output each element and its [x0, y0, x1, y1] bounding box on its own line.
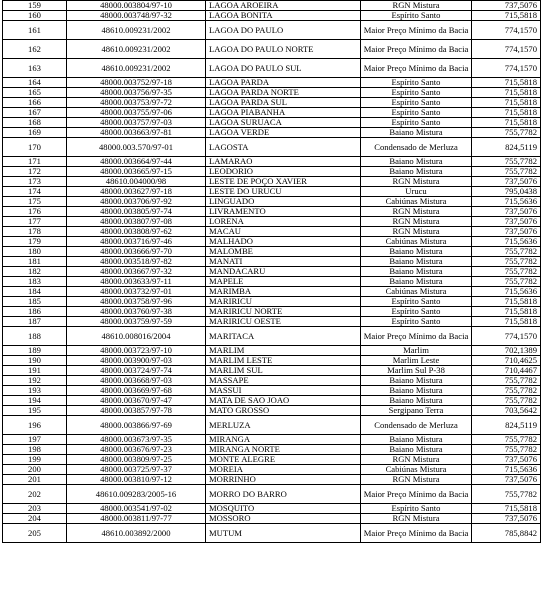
- row-number: 175: [3, 197, 67, 207]
- field-name: MARIRICU: [206, 297, 361, 307]
- reference-oil: Espírito Santo: [361, 11, 472, 21]
- process-number: 48000.003748/97-32: [67, 11, 206, 21]
- reference-oil: Espírito Santo: [361, 307, 472, 317]
- reference-oil: Cabiúnas Mistura: [361, 465, 472, 475]
- table-row: [3, 435, 541, 445]
- table-row: [3, 118, 541, 128]
- field-name: MOSSORO: [206, 514, 361, 524]
- table-body: [3, 1, 541, 543]
- field-name: LINGUADO: [206, 197, 361, 207]
- field-name: LAGOA PARDA NORTE: [206, 88, 361, 98]
- reference-oil: Espírito Santo: [361, 504, 472, 514]
- process-number: 48000.003670/97-47: [67, 396, 206, 406]
- reference-oil: Baiano Mistura: [361, 435, 472, 445]
- min-price: 755,7782: [472, 435, 541, 445]
- row-number: 194: [3, 396, 67, 406]
- table-row: [3, 524, 541, 543]
- min-price: 774,1570: [472, 327, 541, 346]
- process-number: 48000.003759/97-59: [67, 317, 206, 327]
- reference-oil: Marlim Leste: [361, 356, 472, 366]
- reference-oil: Baiano Mistura: [361, 247, 472, 257]
- row-number: 162: [3, 40, 67, 59]
- row-number: 177: [3, 217, 67, 227]
- row-number: 179: [3, 237, 67, 247]
- reference-oil: RGN Mistura: [361, 514, 472, 524]
- table-row: [3, 307, 541, 317]
- field-name: LAGOA DO PAULO NORTE: [206, 40, 361, 59]
- field-name: MIRANGA NORTE: [206, 445, 361, 455]
- reference-oil: Maior Preço Mínimo da Bacia: [361, 485, 472, 504]
- reference-oil: Condensado de Merluza: [361, 138, 472, 157]
- min-price: 710,4467: [472, 366, 541, 376]
- process-number: 48000.003804/97-10: [67, 1, 206, 11]
- process-number: 48000.003857/97-78: [67, 406, 206, 416]
- min-price: 715,5818: [472, 88, 541, 98]
- table-row: [3, 247, 541, 257]
- row-number: 186: [3, 307, 67, 317]
- table-row: [3, 227, 541, 237]
- min-price: 715,5818: [472, 78, 541, 88]
- min-price: 715,5818: [472, 297, 541, 307]
- process-number: 48000.003673/97-35: [67, 435, 206, 445]
- field-name: MACAU: [206, 227, 361, 237]
- process-number: 48000.003808/97-62: [67, 227, 206, 237]
- row-number: 164: [3, 78, 67, 88]
- process-number: 48000.003706/97-92: [67, 197, 206, 207]
- process-number: 48000.003753/97-72: [67, 98, 206, 108]
- process-number: 48000.003805/97-74: [67, 207, 206, 217]
- field-name: MARLIM SUL: [206, 366, 361, 376]
- min-price: 737,5076: [472, 514, 541, 524]
- table-row: [3, 237, 541, 247]
- row-number: 182: [3, 267, 67, 277]
- min-price: 715,5818: [472, 118, 541, 128]
- field-name: LAGOA DO PAULO: [206, 21, 361, 40]
- min-price: 715,5636: [472, 287, 541, 297]
- min-price: 737,5076: [472, 455, 541, 465]
- process-number: 48610.009231/2002: [67, 40, 206, 59]
- row-number: 171: [3, 157, 67, 167]
- process-number: 48000.003758/97-96: [67, 297, 206, 307]
- min-price: 715,5636: [472, 197, 541, 207]
- reference-oil: Maior Preço Mínimo da Bacia: [361, 327, 472, 346]
- min-price: 737,5076: [472, 227, 541, 237]
- reference-oil: Baiano Mistura: [361, 267, 472, 277]
- table-row: [3, 475, 541, 485]
- row-number: 196: [3, 416, 67, 435]
- table-row: [3, 167, 541, 177]
- reference-oil: Baiano Mistura: [361, 386, 472, 396]
- reference-oil: RGN Mistura: [361, 207, 472, 217]
- row-number: 200: [3, 465, 67, 475]
- row-number: 183: [3, 277, 67, 287]
- table-row: [3, 128, 541, 138]
- process-number: 48000.003663/97-81: [67, 128, 206, 138]
- table-row: [3, 11, 541, 21]
- row-number: 192: [3, 376, 67, 386]
- min-price: 715,5818: [472, 108, 541, 118]
- reference-oil: Marlim Sul P-38: [361, 366, 472, 376]
- row-number: 184: [3, 287, 67, 297]
- field-name: MARITACA: [206, 327, 361, 346]
- row-number: 165: [3, 88, 67, 98]
- process-number: 48000.003669/97-68: [67, 386, 206, 396]
- table-row: [3, 396, 541, 406]
- field-name: MATA DE SAO JOAO: [206, 396, 361, 406]
- row-number: 185: [3, 297, 67, 307]
- process-number: 48000.003755/97-06: [67, 108, 206, 118]
- min-price: 755,7782: [472, 167, 541, 177]
- table-row: [3, 21, 541, 40]
- field-name: MARIMBA: [206, 287, 361, 297]
- min-price: 755,7782: [472, 128, 541, 138]
- table-row: [3, 59, 541, 78]
- reference-oil: Baiano Mistura: [361, 167, 472, 177]
- process-number: 48610.009283/2005-16: [67, 485, 206, 504]
- process-number: 48000.003760/97-38: [67, 307, 206, 317]
- reference-oil: Espírito Santo: [361, 88, 472, 98]
- table-row: [3, 108, 541, 118]
- table-row: [3, 138, 541, 157]
- field-name: MALHADO: [206, 237, 361, 247]
- process-number: 48000.003757/97-03: [67, 118, 206, 128]
- reference-oil: Urucu: [361, 187, 472, 197]
- table-row: [3, 504, 541, 514]
- field-name: MIRANGA: [206, 435, 361, 445]
- row-number: 178: [3, 227, 67, 237]
- field-name: LAMARAO: [206, 157, 361, 167]
- row-number: 172: [3, 167, 67, 177]
- field-name: LORENA: [206, 217, 361, 227]
- process-number: 48000.003667/97-32: [67, 267, 206, 277]
- field-name: LAGOA AROEIRA: [206, 1, 361, 11]
- table-row: [3, 514, 541, 524]
- table-row: [3, 366, 541, 376]
- table-row: [3, 217, 541, 227]
- min-price: 755,7782: [472, 267, 541, 277]
- row-number: 189: [3, 346, 67, 356]
- min-price: 755,7782: [472, 386, 541, 396]
- reference-oil: Maior Preço Mínimo da Bacia: [361, 21, 472, 40]
- field-name: MAPELE: [206, 277, 361, 287]
- row-number: 170: [3, 138, 67, 157]
- min-price: 715,5636: [472, 465, 541, 475]
- field-name: LAGOA PARDA SUL: [206, 98, 361, 108]
- process-number: 48000.003809/97-25: [67, 455, 206, 465]
- table-row: [3, 485, 541, 504]
- reference-oil: Condensado de Merluza: [361, 416, 472, 435]
- table-row: [3, 317, 541, 327]
- table-row: [3, 88, 541, 98]
- reference-oil: RGN Mistura: [361, 177, 472, 187]
- row-number: 180: [3, 247, 67, 257]
- table-row: [3, 356, 541, 366]
- row-number: 187: [3, 317, 67, 327]
- row-number: 163: [3, 59, 67, 78]
- table-row: [3, 207, 541, 217]
- process-number: 48000.003668/97-03: [67, 376, 206, 386]
- min-price: 755,7782: [472, 257, 541, 267]
- min-price: 755,7782: [472, 376, 541, 386]
- reference-oil: RGN Mistura: [361, 217, 472, 227]
- min-price: 702,1389: [472, 346, 541, 356]
- reference-oil: RGN Mistura: [361, 475, 472, 485]
- table-row: [3, 346, 541, 356]
- field-name: MARLIM LESTE: [206, 356, 361, 366]
- table-row: [3, 177, 541, 187]
- process-number: 48000.003716/97-46: [67, 237, 206, 247]
- process-number: 48000.003752/97-18: [67, 78, 206, 88]
- table-row: [3, 197, 541, 207]
- min-price: 774,1570: [472, 21, 541, 40]
- process-number: 48000.003664/97-44: [67, 157, 206, 167]
- reference-oil: RGN Mistura: [361, 227, 472, 237]
- reference-oil: Espírito Santo: [361, 108, 472, 118]
- reference-oil: Maior Preço Mínimo da Bacia: [361, 40, 472, 59]
- table-row: [3, 40, 541, 59]
- reference-oil: Sergipano Terra: [361, 406, 472, 416]
- reference-oil: Cabiúnas Mistura: [361, 287, 472, 297]
- min-price: 755,7782: [472, 445, 541, 455]
- field-name: MOSQUITO: [206, 504, 361, 514]
- process-number: 48000.003807/97-08: [67, 217, 206, 227]
- process-number: 48610.009231/2002: [67, 59, 206, 78]
- reference-oil: Baiano Mistura: [361, 376, 472, 386]
- process-number: 48000.003541/97-02: [67, 504, 206, 514]
- table-row: [3, 327, 541, 346]
- min-price: 703,5642: [472, 406, 541, 416]
- table-row: [3, 1, 541, 11]
- process-number: 48000.003627/97-18: [67, 187, 206, 197]
- min-price: 755,7782: [472, 247, 541, 257]
- process-number: 48000.003725/97-37: [67, 465, 206, 475]
- process-number: 48610.003892/2000: [67, 524, 206, 543]
- min-price: 785,8842: [472, 524, 541, 543]
- row-number: 201: [3, 475, 67, 485]
- field-name: LESTE DO URUCU: [206, 187, 361, 197]
- row-number: 176: [3, 207, 67, 217]
- min-price: 755,7782: [472, 485, 541, 504]
- table-row: [3, 465, 541, 475]
- min-price: 795,0438: [472, 187, 541, 197]
- min-price: 824,5119: [472, 138, 541, 157]
- table-row: [3, 277, 541, 287]
- process-number: 48000.003732/97-01: [67, 287, 206, 297]
- row-number: 173: [3, 177, 67, 187]
- table-row: [3, 187, 541, 197]
- row-number: 202: [3, 485, 67, 504]
- row-number: 188: [3, 327, 67, 346]
- min-price: 824,5119: [472, 416, 541, 435]
- reference-oil: Maior Preço Mínimo da Bacia: [361, 524, 472, 543]
- table-row: [3, 78, 541, 88]
- field-name: MARIRICU NORTE: [206, 307, 361, 317]
- field-name: MORRO DO BARRO: [206, 485, 361, 504]
- row-number: 198: [3, 445, 67, 455]
- table-row: [3, 257, 541, 267]
- min-price: 715,5636: [472, 237, 541, 247]
- reference-oil: Marlim: [361, 346, 472, 356]
- row-number: 159: [3, 1, 67, 11]
- row-number: 168: [3, 118, 67, 128]
- process-number: 48000.003724/97-74: [67, 366, 206, 376]
- row-number: 160: [3, 11, 67, 21]
- field-name: LAGOA PIABANHA: [206, 108, 361, 118]
- min-price: 737,5076: [472, 217, 541, 227]
- field-name: MATO GROSSO: [206, 406, 361, 416]
- min-price: 755,7782: [472, 277, 541, 287]
- min-price: 755,7782: [472, 157, 541, 167]
- row-number: 191: [3, 366, 67, 376]
- field-name: MARLIM: [206, 346, 361, 356]
- process-number: 48000.003866/97-69: [67, 416, 206, 435]
- process-number: 48000.003633/97-11: [67, 277, 206, 287]
- field-name: LAGOSTA: [206, 138, 361, 157]
- field-name: MANATI: [206, 257, 361, 267]
- row-number: 199: [3, 455, 67, 465]
- reference-oil: Baiano Mistura: [361, 157, 472, 167]
- row-number: 166: [3, 98, 67, 108]
- process-number: 48000.003810/97-12: [67, 475, 206, 485]
- process-number: 48000.003518/97-82: [67, 257, 206, 267]
- row-number: 169: [3, 128, 67, 138]
- row-number: 181: [3, 257, 67, 267]
- table-row: [3, 157, 541, 167]
- field-name: MERLUZA: [206, 416, 361, 435]
- min-price: 755,7782: [472, 396, 541, 406]
- process-number: 48000.003666/97-70: [67, 247, 206, 257]
- min-price: 737,5076: [472, 177, 541, 187]
- reference-oil: RGN Mistura: [361, 455, 472, 465]
- table-row: [3, 386, 541, 396]
- min-price: 737,5076: [472, 207, 541, 217]
- process-number: 48000.003723/97-10: [67, 346, 206, 356]
- process-number: 48610.008016/2004: [67, 327, 206, 346]
- min-price: 737,5076: [472, 1, 541, 11]
- min-price: 715,5818: [472, 98, 541, 108]
- reference-oil: Baiano Mistura: [361, 128, 472, 138]
- table-row: [3, 406, 541, 416]
- reference-oil: Espírito Santo: [361, 78, 472, 88]
- min-price: 715,5818: [472, 11, 541, 21]
- table-row: [3, 297, 541, 307]
- field-name: LAGOA PARDA: [206, 78, 361, 88]
- field-name: MASSUI: [206, 386, 361, 396]
- field-name: MARIRICU OESTE: [206, 317, 361, 327]
- process-number: 48610.004000/98: [67, 177, 206, 187]
- field-name: LAGOA BONITA: [206, 11, 361, 21]
- process-number: 48610.009231/2002: [67, 21, 206, 40]
- reference-oil: Espírito Santo: [361, 297, 472, 307]
- process-number: 48000.003.570/97-01: [67, 138, 206, 157]
- row-number: 174: [3, 187, 67, 197]
- table-row: [3, 98, 541, 108]
- reference-oil: Maior Preço Mínimo da Bacia: [361, 59, 472, 78]
- row-number: 167: [3, 108, 67, 118]
- min-price: 715,5818: [472, 504, 541, 514]
- min-price: 710,4625: [472, 356, 541, 366]
- reference-oil: Espírito Santo: [361, 317, 472, 327]
- field-name: MONTE ALEGRE: [206, 455, 361, 465]
- row-number: 161: [3, 21, 67, 40]
- reference-oil: Baiano Mistura: [361, 257, 472, 267]
- reference-oil: RGN Mistura: [361, 1, 472, 11]
- row-number: 203: [3, 504, 67, 514]
- reference-oil: Baiano Mistura: [361, 445, 472, 455]
- table-row: [3, 267, 541, 277]
- min-price: 737,5076: [472, 475, 541, 485]
- field-name: LAGOA VERDE: [206, 128, 361, 138]
- field-name: MOREIA: [206, 465, 361, 475]
- reference-oil: Cabiúnas Mistura: [361, 237, 472, 247]
- row-number: 190: [3, 356, 67, 366]
- oil-fields-price-table: [2, 0, 541, 543]
- field-name: MORRINHO: [206, 475, 361, 485]
- process-number: 48000.003900/97-03: [67, 356, 206, 366]
- row-number: 193: [3, 386, 67, 396]
- row-number: 195: [3, 406, 67, 416]
- field-name: MANDACARU: [206, 267, 361, 277]
- row-number: 205: [3, 524, 67, 543]
- process-number: 48000.003756/97-35: [67, 88, 206, 98]
- table-row: [3, 287, 541, 297]
- min-price: 715,5818: [472, 317, 541, 327]
- table-row: [3, 445, 541, 455]
- table-row: [3, 416, 541, 435]
- field-name: MASSAPE: [206, 376, 361, 386]
- reference-oil: Cabiúnas Mistura: [361, 197, 472, 207]
- table-row: [3, 376, 541, 386]
- min-price: 774,1570: [472, 59, 541, 78]
- field-name: LIVRAMENTO: [206, 207, 361, 217]
- process-number: 48000.003676/97-23: [67, 445, 206, 455]
- field-name: LAGOA DO PAULO SUL: [206, 59, 361, 78]
- process-number: 48000.003811/97-77: [67, 514, 206, 524]
- row-number: 204: [3, 514, 67, 524]
- field-name: MUTUM: [206, 524, 361, 543]
- table-row: [3, 455, 541, 465]
- reference-oil: Espírito Santo: [361, 118, 472, 128]
- min-price: 774,1570: [472, 40, 541, 59]
- field-name: LESTE DE POÇO XAVIER: [206, 177, 361, 187]
- field-name: MALOMBE: [206, 247, 361, 257]
- reference-oil: Espírito Santo: [361, 98, 472, 108]
- min-price: 715,5818: [472, 307, 541, 317]
- process-number: 48000.003665/97-15: [67, 167, 206, 177]
- reference-oil: Baiano Mistura: [361, 396, 472, 406]
- reference-oil: Baiano Mistura: [361, 277, 472, 287]
- field-name: LEODORIO: [206, 167, 361, 177]
- row-number: 197: [3, 435, 67, 445]
- field-name: LAGOA SURUACA: [206, 118, 361, 128]
